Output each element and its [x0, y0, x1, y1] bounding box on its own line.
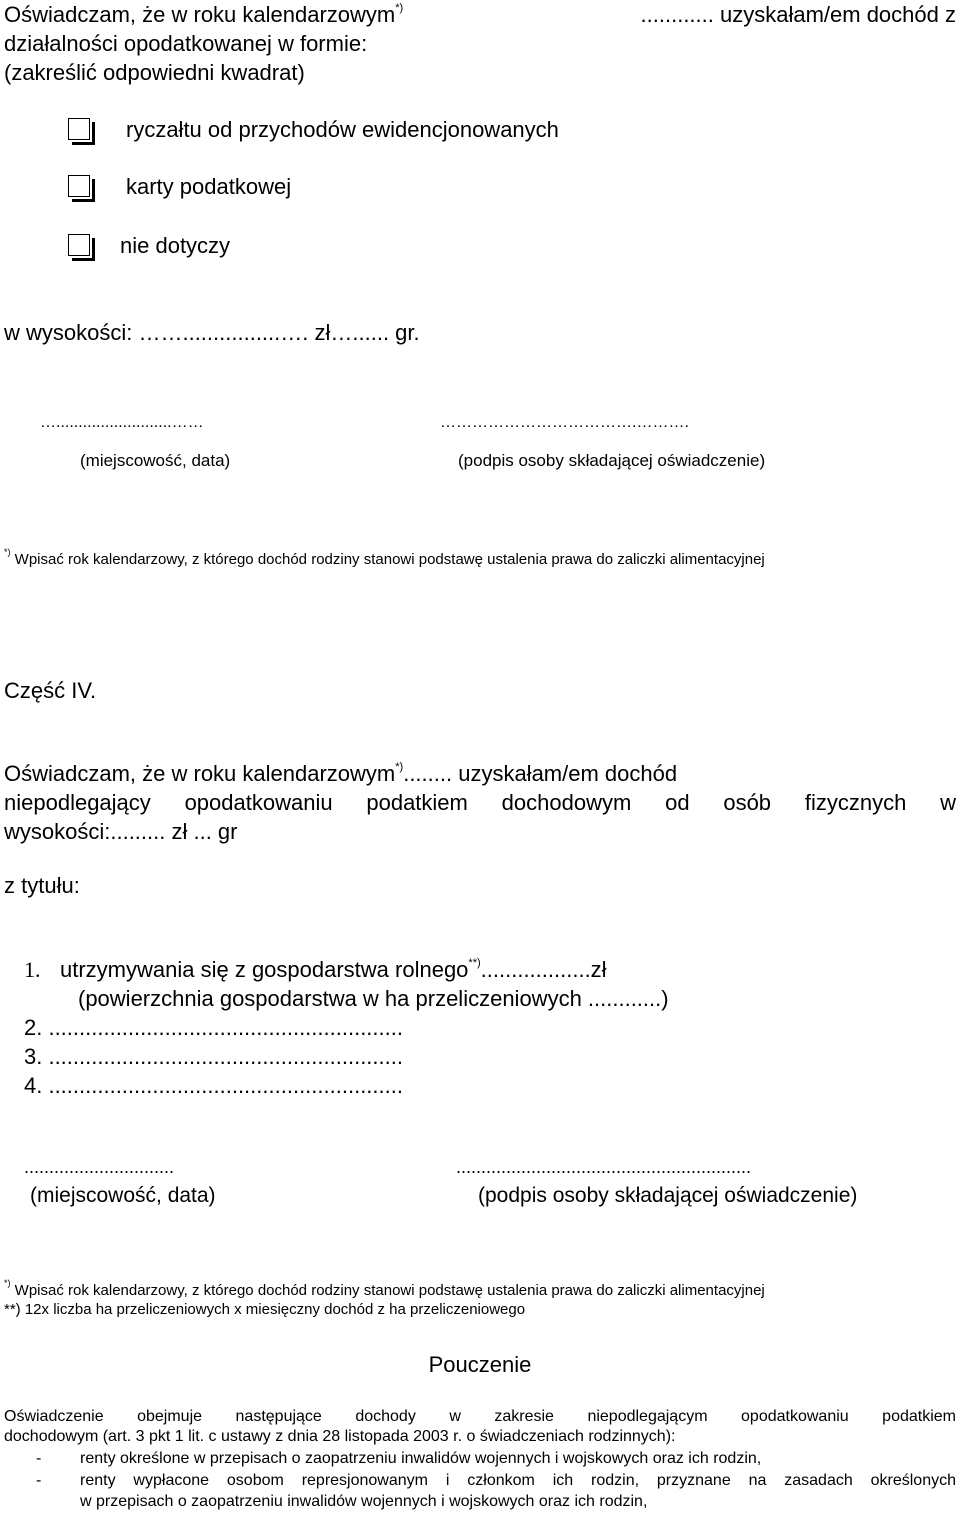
item-1-amount: ..................zł	[480, 957, 607, 982]
para-1-left: Oświadczam, że w roku kalendarzowym	[4, 761, 396, 786]
statement-line-1-right: ............ uzyskałam/em dochód z	[640, 2, 956, 27]
signature-caption: (podpis osoby składającej oświadczenie)	[458, 451, 766, 470]
section4-para-line-1	[4, 759, 956, 788]
footnote-ref: *)	[395, 1, 404, 14]
bullet-dash-2: -	[36, 1472, 42, 1489]
place-date-caption-2: (miejscowość, data)	[30, 1184, 216, 1207]
bullet-dash-1: -	[36, 1450, 42, 1467]
section-heading: Część IV.	[4, 678, 97, 703]
footnote-mark: *)	[4, 1278, 11, 1288]
item-1-text	[60, 955, 607, 984]
footnote-ref-2: **)	[468, 956, 481, 969]
item-2[interactable]: 2. ..........................................................	[24, 1015, 403, 1040]
statement-line-1-left: Oświadczam, że w roku kalendarzowym	[4, 2, 396, 27]
item-1-label: utrzymywania się z gospodarstwa rolnego	[60, 957, 469, 982]
pouczenie-line-2: dochodowym (art. 3 pkt 1 lit. c ustawy z dnia 28 listopada 2003 r. o świadczeniach rodzinnych):	[4, 1428, 676, 1445]
para-1-right: ........ uzyskałam/em dochód	[403, 761, 678, 786]
footnote-mark: *)	[4, 547, 11, 557]
place-date-caption: (miejscowość, data)	[80, 451, 231, 470]
item-3[interactable]: 3. ..........................................................	[24, 1044, 403, 1069]
bullet-2-text-line-1: renty wypłacone osobom represjonowanym i członkom ich rodzin, przyznane na zasadach określonych	[80, 1472, 956, 1489]
statement-instruction: (zakreślić odpowiedni kwadrat)	[4, 60, 305, 85]
footnote-text: Wpisać rok kalendarzowy, z którego dochód rodziny stanowi podstawę ustalenia prawa do zaliczki alimentacyjnej	[10, 551, 765, 568]
pouczenie-heading: Pouczenie	[428, 1352, 532, 1377]
section4-para-line-3: wysokości:......... zł ... gr	[4, 819, 238, 844]
footnote-2: **) 12x liczba ha przeliczeniowych x miesięczny dochód z ha przeliczeniowego	[4, 1301, 526, 1318]
footnote	[4, 547, 765, 569]
checkbox-nie-dotyczy[interactable]	[68, 234, 90, 256]
signature-place-date-dots[interactable]: …..........................……	[40, 414, 204, 431]
option-label-ryczalt: ryczałtu od przychodów ewidencjonowanych	[126, 117, 559, 142]
amount-line: w wysokości: ……................…. zł…...... gr.	[4, 320, 420, 345]
checkbox-karta-podatkowa[interactable]	[68, 175, 90, 197]
statement-line-2: działalności opodatkowanej w formie:	[4, 31, 368, 56]
section4-para-line-2: niepodlegający opodatkowaniu podatkiem dochodowym od osób fizycznych w	[4, 790, 956, 815]
option-label-karta: karty podatkowej	[126, 174, 292, 199]
option-label-nie-dotyczy: nie dotyczy	[120, 233, 231, 258]
footnote-1-text: Wpisać rok kalendarzowy, z którego dochód rodziny stanowi podstawę ustalenia prawa do zaliczki alimentacyjnej	[10, 1282, 765, 1299]
z-tytulu-label: z tytułu:	[4, 873, 80, 898]
footnote-ref: *)	[395, 760, 404, 773]
bullet-1-text: renty określone w przepisach o zaopatrzeniu inwalidów wojennych i wojskowych oraz ich rodzin,	[80, 1450, 762, 1467]
statement-line-1	[4, 0, 956, 29]
signature-place-date-dots-2[interactable]: ..............................	[24, 1157, 175, 1177]
checkbox-ryczalt[interactable]	[68, 118, 90, 140]
item-4[interactable]: 4. ..........................................................	[24, 1073, 403, 1098]
footnote-1	[4, 1278, 765, 1300]
signature-caption-2: (podpis osoby składającej oświadczenie)	[478, 1184, 858, 1207]
signature-dots-2[interactable]: ...........................................................	[456, 1157, 752, 1177]
bullet-2-text-line-2: w przepisach o zaopatrzeniu inwalidów wojennych i wojskowych oraz ich rodzin,	[80, 1493, 648, 1510]
pouczenie-line-1: Oświadczenie obejmuje następujące dochody w zakresie niepodlegającym opodatkowaniu podatkiem	[4, 1408, 956, 1425]
item-1-number: 1.	[24, 957, 41, 982]
item-1-subtext: (powierzchnia gospodarstwa w ha przeliczeniowych ............)	[78, 986, 669, 1011]
signature-dots[interactable]: ……………………………….……….	[440, 414, 689, 431]
